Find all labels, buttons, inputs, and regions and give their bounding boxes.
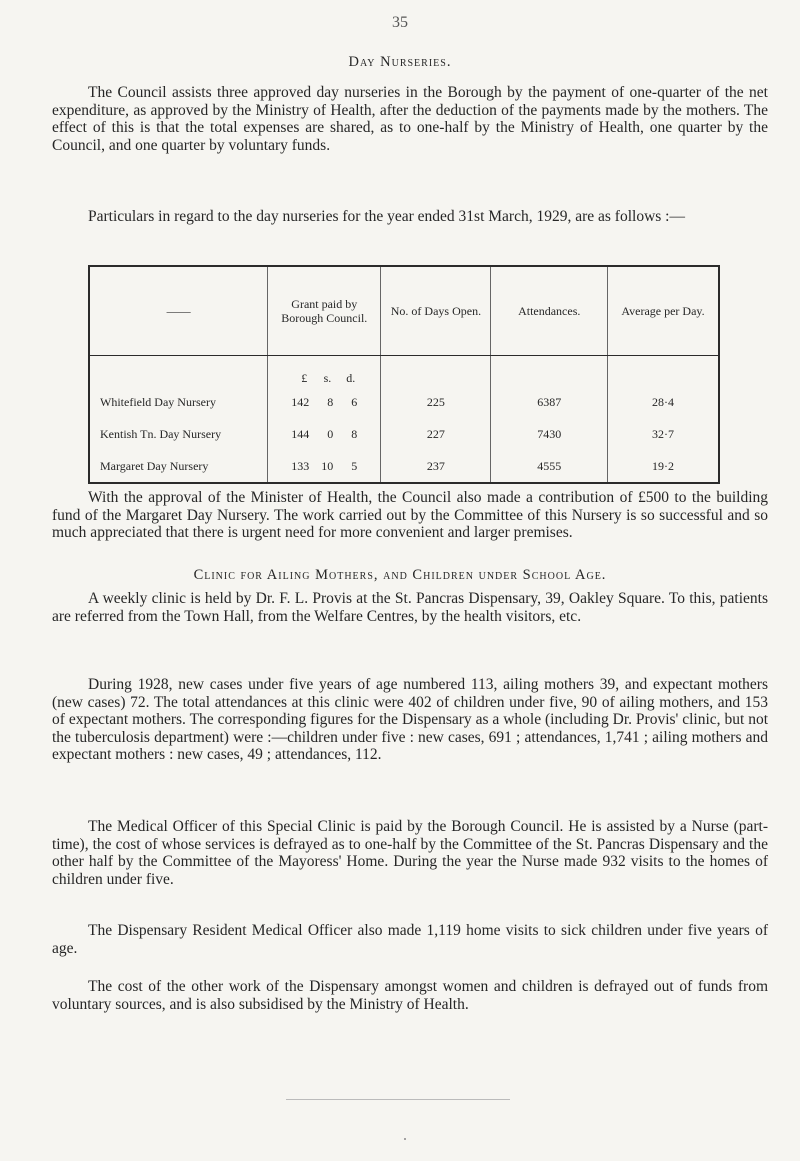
days-open: 237	[381, 450, 491, 483]
money-units-row	[89, 356, 719, 387]
average-per-day: 19·2	[608, 450, 719, 483]
attendances: 4555	[491, 450, 608, 483]
days-open: 225	[381, 386, 491, 418]
grant-pence: 5	[351, 458, 358, 473]
grant-pence: 6	[351, 394, 358, 409]
paragraph-particulars: Particulars in regard to the day nurseries for the year ended 31st March, 1929, are as follows :—	[88, 208, 685, 225]
unit-pence: d.	[346, 370, 356, 385]
table-row	[89, 386, 719, 418]
unit-shillings: s.	[323, 370, 332, 385]
nursery-name: Margaret Day Nursery	[100, 458, 209, 473]
grant-shillings: 0	[327, 426, 334, 441]
grant-pounds: 142	[291, 394, 310, 409]
grant-pounds: 133	[291, 458, 310, 473]
grant-pounds: 144	[291, 426, 310, 441]
header-days-open: No. of Days Open.	[381, 266, 491, 356]
header-average: Average per Day.	[608, 266, 719, 356]
grant-pence: 8	[351, 426, 358, 441]
page-number: 35	[392, 14, 408, 31]
nurseries-table	[88, 265, 720, 484]
paragraph-other-work: The cost of the other work of the Dispensary amongst women and children is defrayed out of funds from voluntary sources, and is also subsidised by the Ministry of Health.	[52, 978, 768, 1013]
footer-rule	[286, 1099, 510, 1100]
paragraph-nurseries-intro: The Council assists three approved day nurseries in the Borough by the payment of one-quarter of the net expenditure, as approved by the Ministry of Health, after the deduction of the payments made by the mothers. The effect of this is that the total expenses are shared, as to one-half by the Ministry of Health, one quarter by the Council, and one quarter by voluntary funds.	[52, 84, 768, 154]
attendances: 7430	[491, 418, 608, 450]
header-blank: ——	[89, 266, 268, 356]
average-per-day: 28·4	[608, 386, 719, 418]
paragraph-building-fund: With the approval of the Minister of Health, the Council also made a contribution of £500 to the building fund of the Margaret Day Nursery. The work carried out by the Committee of this Nursery is so successful and so much appreciated that there is urgent need for more convenient and larger premises.	[52, 489, 768, 542]
printer-mark	[404, 1138, 406, 1140]
section-heading-clinic: Clinic for Ailing Mothers, and Children under School Age.	[193, 567, 607, 583]
nursery-name: Kentish Tn. Day Nursery	[100, 426, 222, 441]
grant-shillings: 8	[327, 394, 334, 409]
nursery-name: Whitefield Day Nursery	[100, 394, 216, 409]
paragraph-home-visits: The Dispensary Resident Medical Officer also made 1,119 home visits to sick children under five years of age.	[52, 922, 768, 957]
unit-pounds: £	[301, 370, 308, 385]
table-row	[89, 418, 719, 450]
paragraph-clinic-intro: A weekly clinic is held by Dr. F. L. Provis at the St. Pancras Dispensary, 39, Oakley Square. To this, patients are referred from the Town Hall, from the Welfare Centres, by the health visitors, etc.	[52, 590, 768, 625]
header-attendances: Attendances.	[491, 266, 608, 356]
days-open: 227	[381, 418, 491, 450]
grant-shillings: 10	[321, 458, 334, 473]
paragraph-medical-officer: The Medical Officer of this Special Clinic is paid by the Borough Council. He is assisted by a Nurse (part-time), the cost of whose services is defrayed as to one-half by the Committee of the St. Pancras Dispensary and the other half by the Committee of the Mayoress' Home. During the year the Nurse made 932 visits to the homes of children under five.	[52, 818, 768, 888]
table-row	[89, 450, 719, 483]
header-grant: Grant paid by Borough Council.	[268, 266, 381, 356]
average-per-day: 32·7	[608, 418, 719, 450]
attendances: 6387	[491, 386, 608, 418]
section-heading-day-nurseries: Day Nurseries.	[348, 54, 452, 70]
table-header-row	[89, 266, 719, 356]
paragraph-clinic-figures: During 1928, new cases under five years of age numbered 113, ailing mothers 39, and expectant mothers (new cases) 72. The total attendances at this clinic were 402 of children under five, 90 of ailing mothers, and 153 of expectant mothers. The corresponding figures for the Dispensary as a whole (including Dr. Provis' clinic, but not the tuberculosis department) were :—children under five : new cases, 691 ; attendances, 1,741 ; ailing mothers and expectant mothers : new cases, 49 ; attendances, 112.	[52, 676, 768, 764]
